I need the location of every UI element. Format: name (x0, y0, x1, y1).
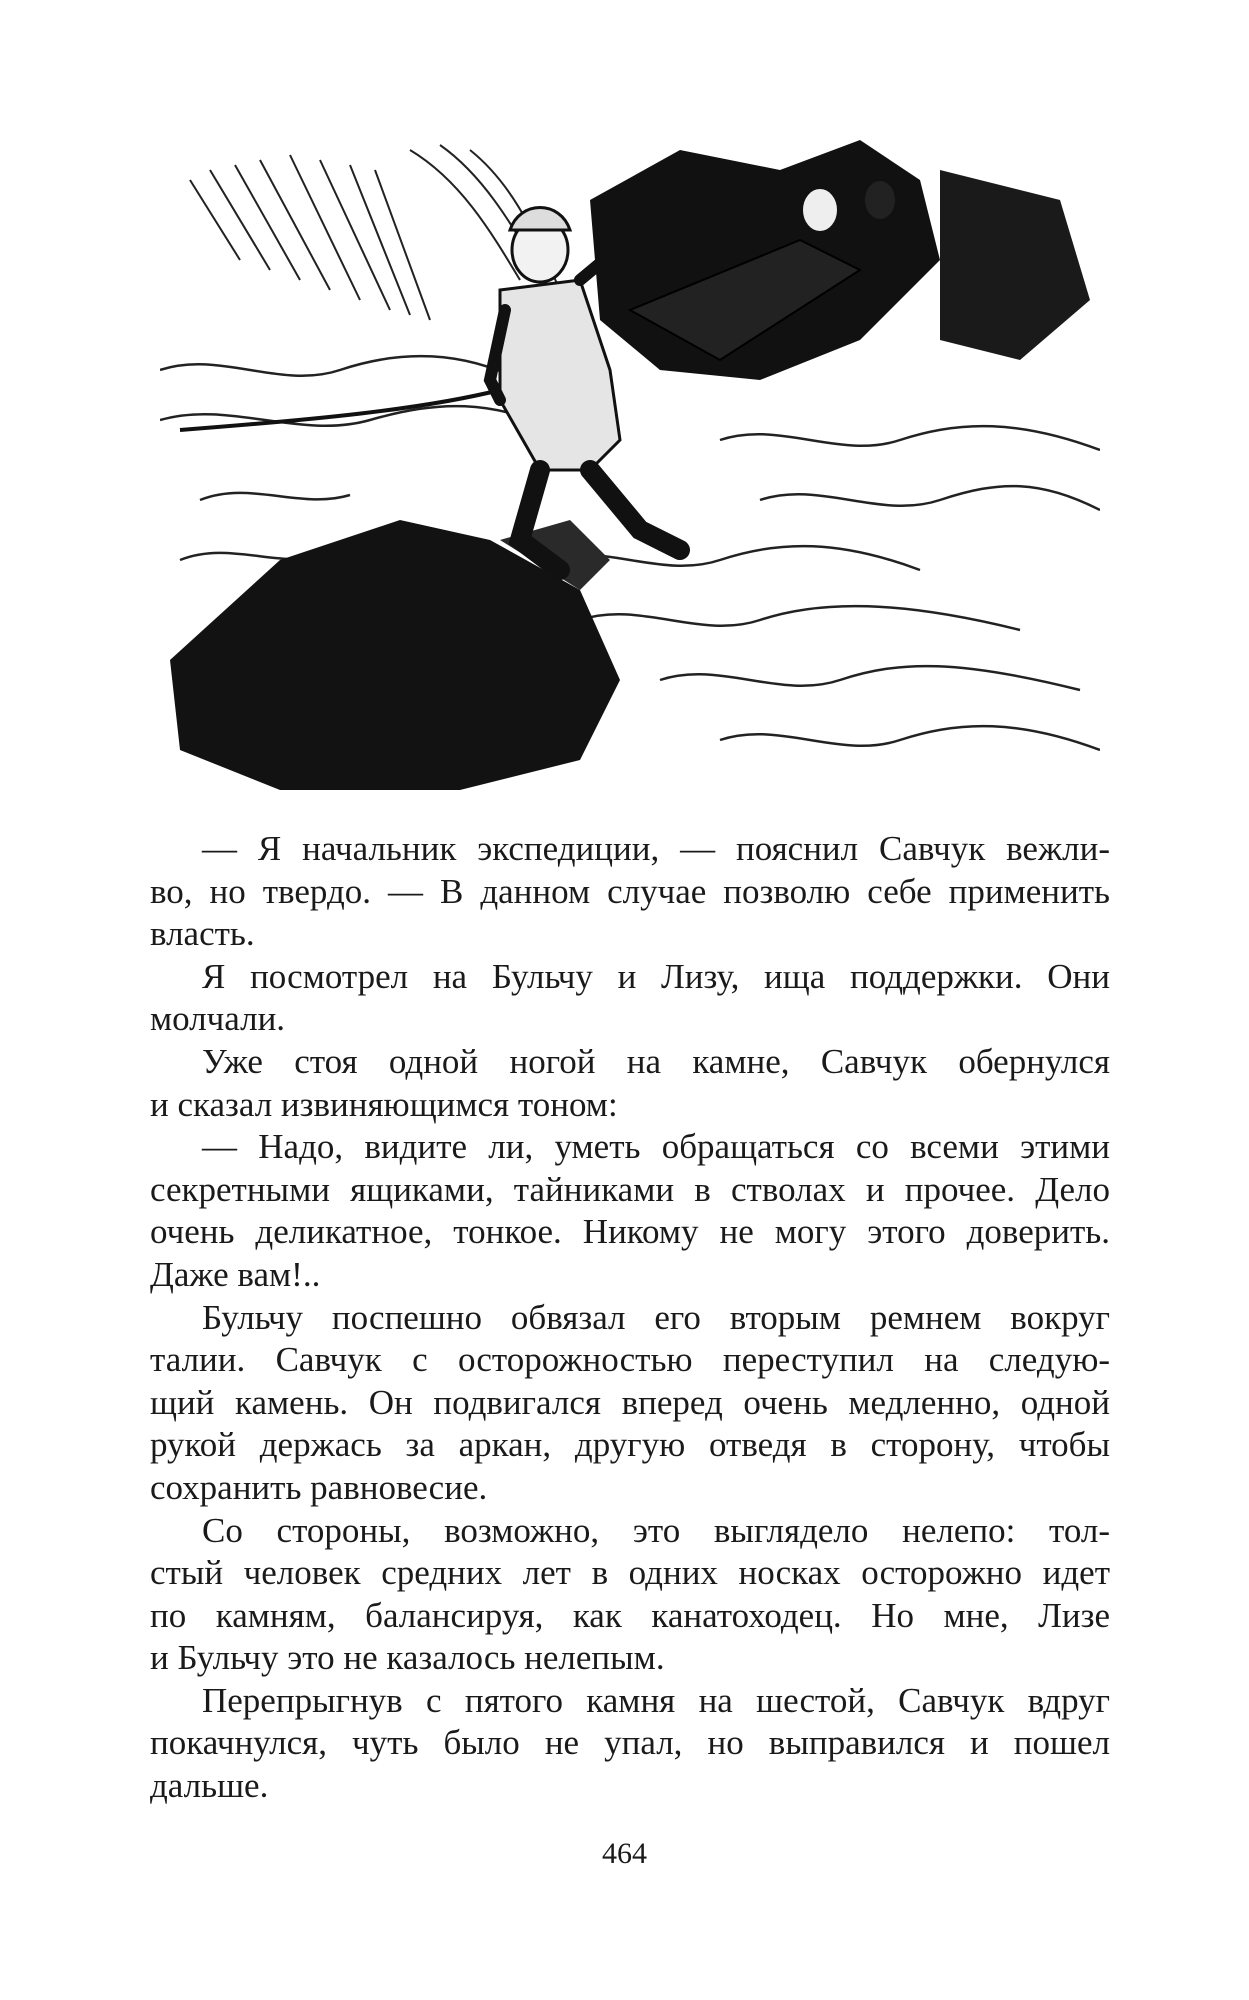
body-text (150, 828, 1110, 1808)
text-line: власть. (150, 914, 255, 954)
text-line: стый человек средних лет в одних носках осторожно идет (150, 1553, 1110, 1593)
text-line: молчали. (150, 999, 286, 1039)
text-line: щий камень. Он подвигался вперед очень медленно, одной (150, 1382, 1110, 1422)
paragraph (150, 1680, 1110, 1808)
text-line: Бульчу поспешно обвязал его вторым ремнем вокруг (202, 1297, 1110, 1337)
paragraph (150, 1510, 1110, 1680)
paragraph (150, 1041, 1110, 1126)
text-line: рукой держась за аркан, другую отведя в сторону, чтобы (150, 1425, 1110, 1465)
text-line: Со стороны, возможно, это выглядело нелепо: тол- (202, 1510, 1110, 1550)
page-number: 464 (602, 1837, 647, 1870)
paragraph (150, 956, 1110, 1041)
paragraph (150, 1297, 1110, 1510)
text-line: и Бульчу это не казалось нелепым. (150, 1638, 665, 1678)
text-line: и сказал извиняющимся тоном: (150, 1084, 618, 1124)
text-line: — Я начальник экспедиции, — пояснил Савчук вежли- (202, 829, 1110, 868)
paragraph (150, 828, 1110, 956)
text-line: во, но твердо. — В данном случае позволю себе применить (150, 871, 1110, 911)
figure-boat-1 (802, 188, 838, 232)
text-line: Уже стоя одной ногой на камне, Савчук обернулся (202, 1041, 1110, 1081)
text-line: покачнулся, чуть было не упал, но выправился и пошел (150, 1723, 1110, 1763)
illustration-drawing (160, 140, 1100, 800)
text-line: сохранить равновесие. (150, 1467, 488, 1507)
text-line: очень деликатное, тонкое. Никому не могу этого доверить. (150, 1212, 1110, 1252)
text-line: дальше. (150, 1766, 269, 1806)
figure-boat-2 (864, 180, 896, 220)
text-line: по камням, балансируя, как канатоходец. Но мне, Лизе (150, 1595, 1110, 1635)
paragraph (150, 1126, 1110, 1296)
text-line: талии. Савчук с осторожностью переступил на следую- (150, 1340, 1110, 1380)
text-line: Я посмотрел на Бульчу и Лизу, ища поддержки. Они (202, 956, 1110, 996)
text-line: секретными ящиками, тайниками в стволах и прочее. Дело (150, 1169, 1110, 1209)
engraving-illustration (160, 140, 1100, 800)
text-line: Даже вам!.. (150, 1254, 321, 1294)
text-line: Перепрыгнув с пятого камня на шестой, Савчук вдруг (202, 1680, 1110, 1720)
text-line: — Надо, видите ли, уметь обращаться со всеми этими (202, 1127, 1110, 1167)
